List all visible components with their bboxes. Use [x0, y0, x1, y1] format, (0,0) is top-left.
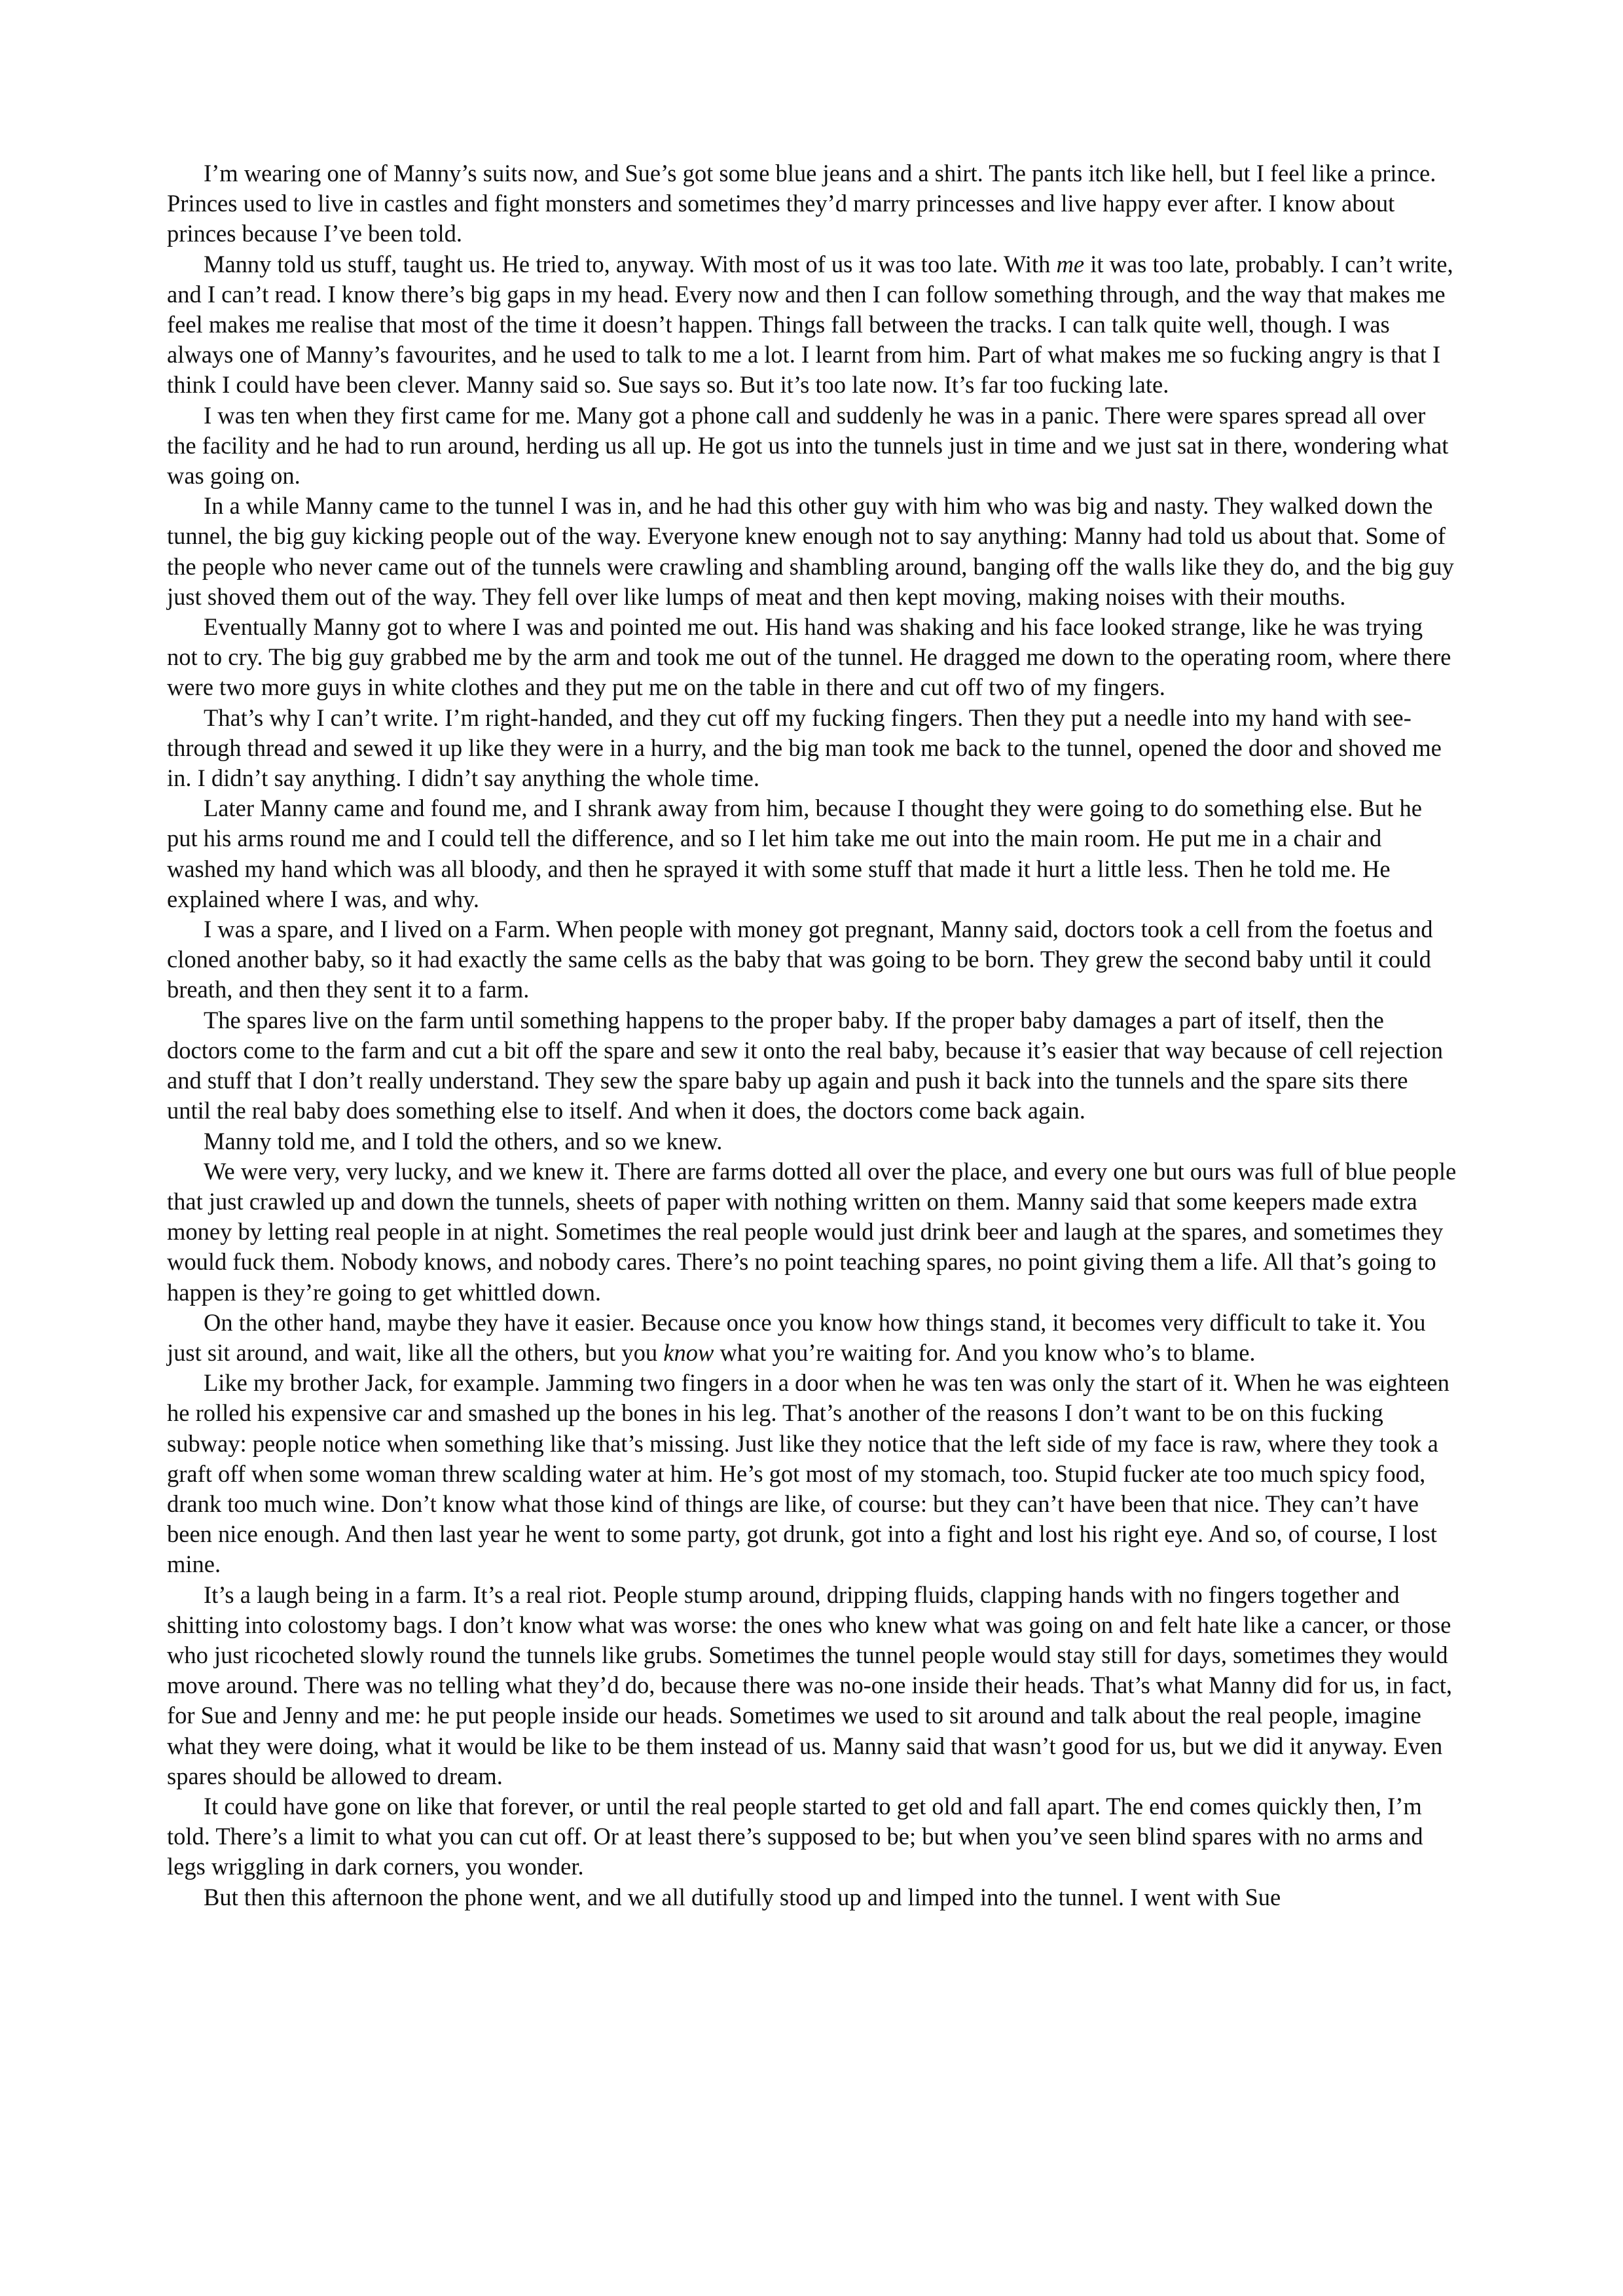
paragraph: That’s why I can’t write. I’m right-handed, and they cut off my fucking fingers. Then they put a needle into my hand with see-through thread and sewed it up like they were in a hurry, and the big man took me back to the tunnel, opened the door and shoved me in. I didn’t say anything. I didn’t say anything the whole time.	[167, 704, 1442, 792]
paragraph: Manny told us stuff, taught us. He tried to, anyway. With most of us it was too late. With me it was too late, probably. I can’t write, and I can’t read. I know there’s big gaps in my head. Every now and then I can follow something through, and the way that makes me feel makes me realise that most of the time it doesn’t happen. Things fall between the tracks. I can talk quite well, though. I was always one of Manny’s favourites, and he used to talk to me a lot. I learnt from him. Part of what makes me so fucking angry is that I think I could have been clever. Manny said so. Sue says so. But it’s too late now. It’s far too fucking late.	[167, 250, 1453, 399]
paragraph: But then this afternoon the phone went, and we all dutifully stood up and limped into the tunnel. I went with Sue	[204, 1883, 1281, 1910]
paragraph: In a while Manny came to the tunnel I was in, and he had this other guy with him who was big and nasty. They walked down the tunnel, the big guy kicking people out of the way. Everyone knew enough not to say anything: Manny had told us about that. Some of the people who never came out of the tunnels were crawling and shambling around, banging off the walls like they do, and the big guy just shoved them out of the way. They fell over like lumps of meat and then kept moving, making noises with their mouths.	[167, 492, 1454, 610]
paragraph: It could have gone on like that forever, or until the real people started to get old and fall apart. The end comes quickly then, I’m told. There’s a limit to what you can cut off. Or at least there’s supposed to be; but when you’ve seen blind spares with no arms and legs wriggling in dark corners, you wonder.	[167, 1792, 1423, 1880]
paragraph: We were very, very lucky, and we knew it. There are farms dotted all over the place, and every one but ours was full of blue people that just crawled up and down the tunnels, sheets of paper with nothing written on them. Manny said that some keepers made extra money by letting real people in at night. Sometimes the real people would just drink beer and laugh at the spares, and sometimes they would fuck them. Nobody knows, and nobody cares. There’s no point teaching spares, no point giving them a life. All that’s going to happen is they’re going to get whittled down.	[167, 1157, 1457, 1306]
body-text	[167, 158, 1457, 1912]
paragraph: I was ten when they first came for me. Many got a phone call and suddenly he was in a panic. There were spares spread all over the facility and he had to run around, herding us all up. He got us into the tunnels just in time and we just sat in there, wondering what was going on.	[167, 401, 1449, 490]
paragraph: I’m wearing one of Manny’s suits now, and Sue’s got some blue jeans and a shirt. The pants itch like hell, but I feel like a prince. Princes used to live in castles and fight monsters and sometimes they’d marry princesses and live happy ever after. I know about princes because I’ve been told.	[167, 160, 1436, 247]
paragraph: Manny told me, and I told the others, and so we knew.	[204, 1127, 723, 1155]
paragraph: It’s a laugh being in a farm. It’s a real riot. People stump around, dripping fluids, clapping hands with no fingers together and shitting into colostomy bags. I don’t know what was worse: the ones who knew what was going on and felt hate like a cancer, or those who just ricocheted slowly round the tunnels like grubs. Sometimes the tunnel people would stay still for days, sometimes they would move around. There was no telling what they’d do, because there was no-one inside their heads. That’s what Manny did for us, in fact, for Sue and Jenny and me: he put people inside our heads. Sometimes we used to sit around and talk about the real people, imagine what they were doing, what it would be like to be them instead of us. Manny said that wasn’t good for us, but we did it anyway. Even spares should be allowed to dream.	[167, 1581, 1453, 1789]
paragraph: The spares live on the farm until something happens to the proper baby. If the proper baby damages a part of itself, then the doctors come to the farm and cut a bit off the spare and sew it onto the real baby, because it’s easier that way because of cell rejection and stuff that I don’t really understand. They sew the spare baby up again and push it back into the tunnels and the spare sits there until the real baby does something else to itself. And when it does, the doctors come back again.	[167, 1006, 1443, 1124]
emphasis: know	[663, 1338, 714, 1366]
paragraph: On the other hand, maybe they have it easier. Because once you know how things stand, it becomes very difficult to take it. You just sit around, and wait, like all the others, but you know what you’re waiting for. And you know who’s to blame.	[167, 1308, 1426, 1366]
paragraph: Later Manny came and found me, and I shrank away from him, because I thought they were going to do something else. But he put his arms round me and I could tell the difference, and so I let him take me out into the main room. He put me in a chair and washed my hand which was all bloody, and then he sprayed it with some stuff that made it hurt a little less. Then he told me. He explained where I was, and why.	[167, 795, 1422, 912]
emphasis: me	[1056, 250, 1085, 278]
paragraph: I was a spare, and I lived on a Farm. When people with money got pregnant, Manny said, doctors took a cell from the foetus and cloned another baby, so it had exactly the same cells as the baby that was going to be born. They grew the second baby until it could breath, and then they sent it to a farm.	[167, 916, 1433, 1003]
paragraph: Like my brother Jack, for example. Jamming two fingers in a door when he was ten was only the start of it. When he was eighteen he rolled his expensive car and smashed up the bones in his leg. That’s another of the reasons I don’t want to be on this fucking subway: people notice when something like that’s missing. Just like they notice that the left side of my face is raw, where they took a graft off when some woman threw scalding water at him. He’s got most of my stomach, too. Stupid fucker ate too much spicy food, drank too much wine. Don’t know what those kind of things are like, of course: but they can’t have been that nice. They can’t have been nice enough. And then last year he went to some party, got drunk, got into a fight and lost his right eye. And so, of course, I lost mine.	[167, 1369, 1450, 1578]
paragraph: Eventually Manny got to where I was and pointed me out. His hand was shaking and his face looked strange, like he was trying not to cry. The big guy grabbed me by the arm and took me out of the tunnel. He dragged me down to the operating room, where there were two more guys in white clothes and they put me on the table in there and cut off two of my fingers.	[167, 613, 1451, 701]
